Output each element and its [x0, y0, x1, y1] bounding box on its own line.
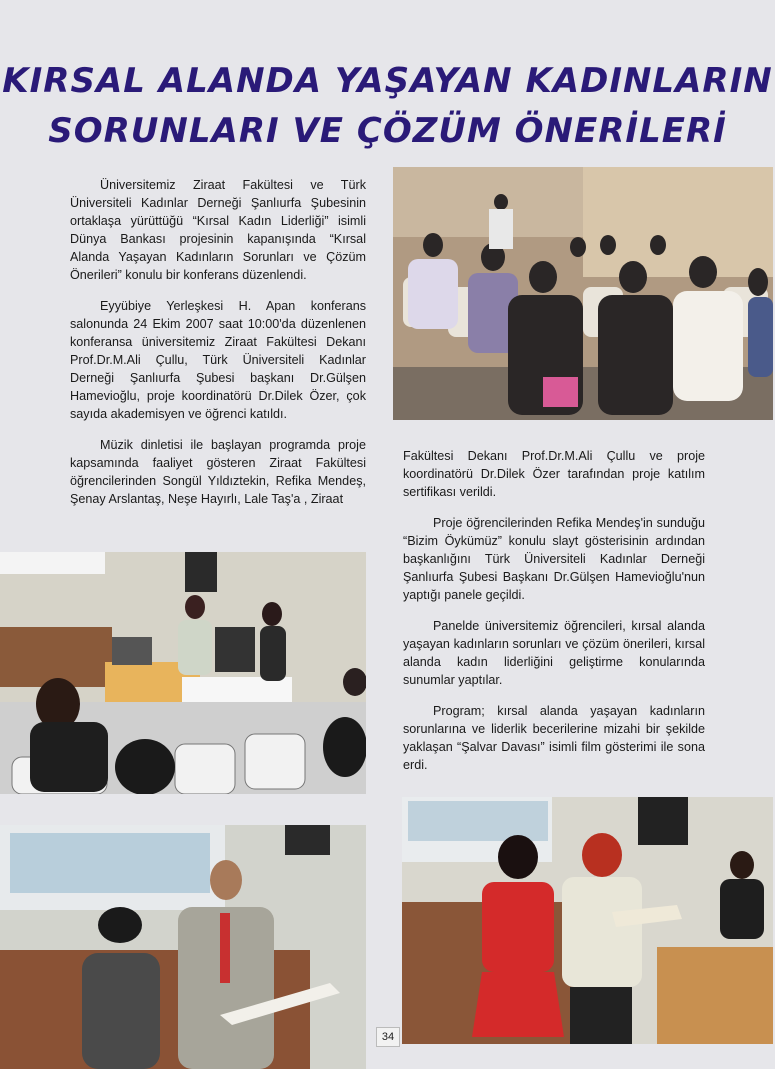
- photo-audience: [393, 167, 773, 420]
- article-title: [0, 56, 775, 156]
- paragraph-5: Proje öğrencilerinden Refika Mendeş'in sunduğu “Bizim Öykümüz” konulu slayt gösterisinin ardından başkanlığını Türk Üniversiteli Kadınlar Derneği Şanlıurfa Şubesi Başkanı Dr.Gülşen Hamevioğlu'nun yaptığı panele geçildi.: [403, 516, 705, 602]
- paragraph-4: Fakültesi Dekanı Prof.Dr.M.Ali Çullu ve proje koordinatörü Dr.Dilek Özer tarafından proje katılım sertifikası verildi.: [403, 449, 705, 499]
- photo-presentation: [0, 552, 366, 794]
- page-number: 34: [376, 1027, 400, 1047]
- right-text-column: [403, 447, 705, 787]
- title-line-2: SORUNLARI VE ÇÖZÜM ÖNERİLERİ: [48, 111, 727, 151]
- paragraph-2: Eyyübiye Yerleşkesi H. Apan konferans salonunda 24 Ekim 2007 saat 10:00'da düzenlenen konferansa üniversitemiz Ziraat Fakültesi Dekanı Prof.Dr.M.Ali Çullu, Türk Üniversiteli Kadınlar Derneği Şanlıurfa Şubesi başkanı Dr.Gülşen Hamevioğlu, proje koordinatörü Dr.Dilek Özer, çok sayıda akademisyen ve öğrenci katıldı.: [70, 299, 366, 421]
- paragraph-7: Program; kırsal alanda yaşayan kadınların sorunlarına ve liderlik becerilerine mizahi bir şekilde yaklaşan “Şalvar Davası” isimli film gösterimi ile sona erdi.: [403, 704, 705, 772]
- title-line-1: KIRSAL ALANDA YAŞAYAN KADINLARIN: [2, 61, 773, 101]
- left-text-column: [70, 176, 366, 521]
- paragraph-1: Üniversitemiz Ziraat Fakültesi ve Türk Üniversiteli Kadınlar Derneği Şanlıurfa Şubesinin ortaklaşa yürüttüğü “Kırsal Kadın Liderliği” isimli Dünya Bankası projesinin kapanışında “Kırsal Alanda Yaşayan Kadınların Sorunları ve Çözüm Önerileri” konulu bir konferans düzenlendi.: [70, 178, 366, 282]
- photo-certificate-dean: [0, 825, 366, 1069]
- photo-certificate-student: [402, 797, 773, 1044]
- paragraph-6: Panelde üniversitemiz öğrencileri, kırsal alanda yaşayan kadınların sorunları ve çözüm önerileri, kırsal alanda kadın liderliğini geliştirme konularında sunumlar yaptılar.: [403, 619, 705, 687]
- paragraph-3: Müzik dinletisi ile başlayan programda proje kapsamında faaliyet gösteren Ziraat Fakültesi öğrencilerinden Songül Yıldıztekin, Refika Mendeş, Şenay Arslantaş, Neşe Hayırlı, Lale Taş'a , Ziraat: [70, 438, 366, 506]
